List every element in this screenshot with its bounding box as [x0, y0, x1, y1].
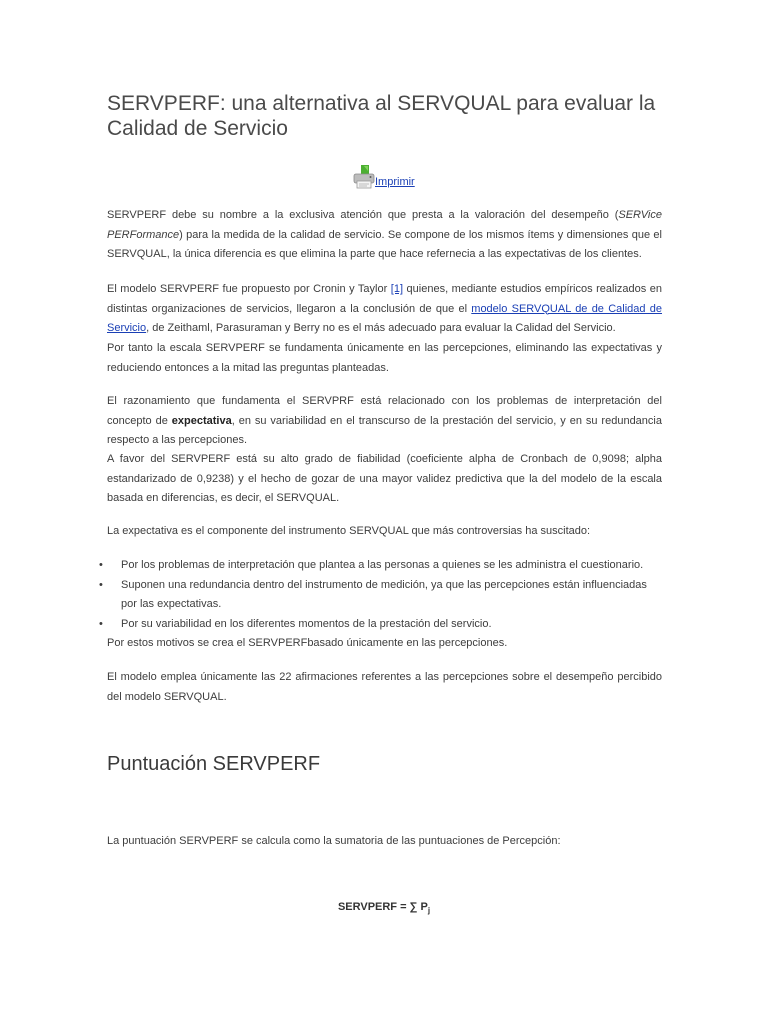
formula-text: SERVPERF = ∑ P — [337, 901, 428, 913]
print-control[interactable] — [352, 160, 415, 190]
text: ) para la medida de la calidad de servicio. Se compone de los mismos ítems y dimensiones que el SERVQUAL, la única diferencia es que elimina la parte que hace refernecia a las expectativas de los clientes. — [107, 228, 662, 260]
text: El modelo SERVPERF fue propuesto por Cronin y Taylor — [107, 283, 391, 295]
bullet: • — [99, 559, 103, 571]
section-heading: Puntuación SERVPERF — [107, 753, 321, 775]
bullet: • — [99, 617, 103, 630]
printer-icon[interactable] — [352, 164, 376, 190]
reasons-list — [0, 556, 662, 634]
paragraph-scale: Por tanto la escala SERVPERF se fundamenta únicamente en las percepciones, eliminando las expectativas y reduciendo entonces a la mitad las preguntas planteadas. — [107, 342, 662, 374]
list-item-text: Por su variabilidad en los diferentes momentos de la prestación del servicio. — [121, 617, 492, 630]
text: SERVPERF debe su nombre a la exclusiva atención que presta a la valoración del desempeño ( — [107, 209, 619, 221]
paragraph-reliability: A favor del SERVPERF está su alto grado de fiabilidad (coeficiente alpha de Cronbach de 0,9098; alpha estandarizado de 0,9238) y el hecho de gozar de una mayor validez predictiva que la del modelo de la escala basada en diferencias, es decir, el SERVQUAL. — [107, 453, 662, 504]
formula-subscript: j — [427, 906, 431, 916]
list-item — [0, 576, 662, 615]
list-item — [0, 556, 662, 576]
emphasis-text: SERVice PERFormance — [107, 209, 662, 241]
paragraph-reasoning — [107, 392, 662, 451]
list-item — [0, 615, 662, 635]
bullet: • — [99, 578, 103, 591]
servqual-model-link[interactable]: modelo SERVQUAL de de Calidad de Servicio — [107, 302, 662, 334]
text: quienes, mediante estudios empíricos realizados en distintas organizaciones de servicios, llegaron a la conclusión de que el — [107, 283, 663, 315]
paragraph-intro — [107, 206, 662, 265]
paragraph-score: La puntuación SERVPERF se calcula como la sumatoria de las puntuaciones de Percepción: — [107, 835, 561, 847]
formula — [0, 901, 768, 915]
text: , de Zeithaml, Parasuraman y Berry no es el más adecuado para evaluar la Calidad del Servicio. — [146, 322, 616, 334]
list-item-text: Suponen una redundancia dentro del instrumento de medición, ya que las percepciones están influenciadas por las expectativas. — [121, 578, 647, 610]
text: , en su variabilidad en el transcurso de la prestación del servicio, y en su redundancia respecto a las percepciones. — [107, 414, 662, 446]
reference-link[interactable]: [1] — [390, 283, 404, 295]
text: El razonamiento que fundamenta el SERVPRF está relacionado con los problemas de interpretación del concepto de — [107, 395, 662, 427]
paragraph-origin — [107, 280, 662, 339]
page-title: SERVPERF: una alternativa al SERVQUAL para evaluar la Calidad de Servicio — [107, 92, 656, 140]
list-item-text: Por los problemas de interpretación que plantea a las personas a quienes se les administra el cuestionario. — [121, 559, 644, 571]
bold-text: expectativa — [171, 414, 232, 427]
print-link[interactable]: Imprimir — [375, 176, 415, 188]
paragraph-model: El modelo emplea únicamente las 22 afirmaciones referentes a las percepciones sobre el desempeño percibido del modelo SERVQUAL. — [107, 671, 662, 703]
paragraph-motives: Por estos motivos se crea el SERVPERFbasado únicamente en las percepciones. — [107, 637, 508, 649]
paragraph-expectation: La expectativa es el componente del instrumento SERVQUAL que más controversias ha suscitado: — [107, 525, 591, 537]
